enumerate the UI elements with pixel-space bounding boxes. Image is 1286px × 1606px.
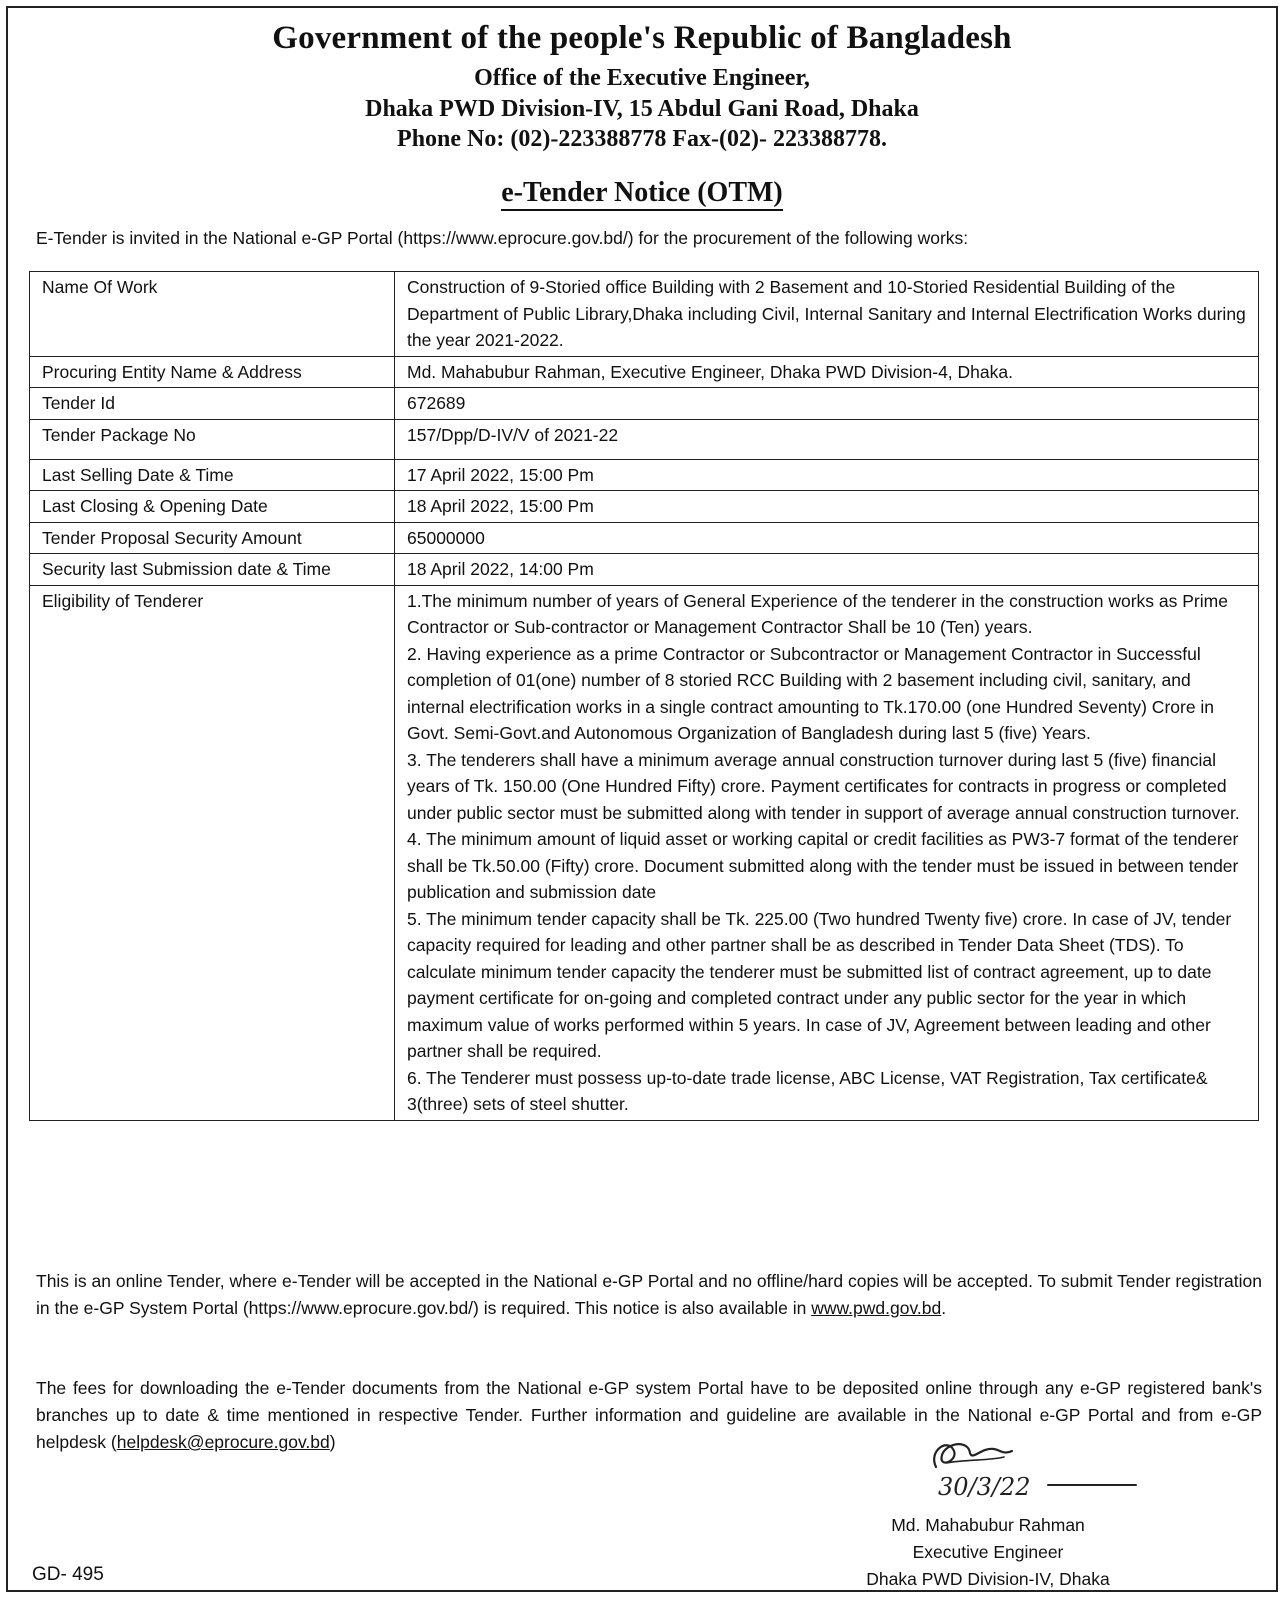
table-row: [30, 554, 1259, 586]
row-label: Tender Proposal Security Amount: [30, 522, 395, 554]
table-row: [30, 522, 1259, 554]
row-value: 18 April 2022, 14:00 Pm: [395, 554, 1259, 586]
table-row: [30, 388, 1259, 420]
document-code: GD- 495: [32, 1564, 104, 1585]
intro-text: E-Tender is invited in the National e-GP Portal (https://www.eprocure.gov.bd/) for the procurement of the following works:: [36, 228, 969, 248]
row-label: Last Selling Date & Time: [30, 459, 395, 491]
row-label: Procuring Entity Name & Address: [30, 356, 395, 388]
signatory-designation: Executive Engineer: [912, 1542, 1064, 1562]
signature-block: [838, 1512, 1138, 1593]
helpdesk-email-link[interactable]: helpdesk@eprocure.gov.bd: [116, 1432, 330, 1452]
row-value: 17 April 2022, 15:00 Pm: [395, 459, 1259, 491]
row-label: Tender Id: [30, 388, 395, 420]
header-phone-fax: Phone No: (02)-223388778 Fax-(02)- 223388778.: [397, 126, 887, 152]
row-value: 672689: [395, 388, 1259, 420]
table-row-eligibility: [30, 585, 1259, 1120]
online-tender-paragraph: [36, 1268, 1262, 1322]
row-value: Construction of 9-Storied office Building with 2 Basement and 10-Storied Residential Building of the Department of Public Library,Dhaka including Civil, Internal Sanitary and Internal Electrification Works during the year 2021-2022.: [395, 272, 1259, 357]
table-row: [30, 356, 1259, 388]
notice-page: [6, 6, 1278, 1592]
online-tender-text: This is an online Tender, where e-Tender will be accepted in the National e-GP Portal and no offline/hard copies will be accepted. To submit Tender registration in the e-GP System Portal (https://www.eprocure.gov.bd/) is required. This notice is also available in: [36, 1271, 1262, 1318]
row-label: Security last Submission date & Time: [30, 554, 395, 586]
signatory-name: Md. Mahabubur Rahman: [891, 1515, 1085, 1535]
eligibility-label: Eligibility of Tenderer: [30, 585, 395, 1120]
row-value: 157/Dpp/D-IV/V of 2021-22: [395, 419, 1259, 459]
eligibility-item: 3. The tenderers shall have a minimum average annual construction turnover during last 5 (five) financial years of Tk. 150.00 (One Hundred Fifty) crore. Payment certificates for contracts in progress or completed under public sector must be submitted along with tender in support of average annual construction turnover.: [407, 749, 1240, 823]
header-office: Office of the Executive Engineer,: [474, 65, 810, 91]
fees-text: The fees for downloading the e-Tender documents from the National e-GP system Portal have to be deposited online through any e-GP registered bank's branches up to date & time mentioned in respective Tender. Further information and guideline are available in the National e-GP Portal and from e-GP helpdesk (: [36, 1378, 1262, 1452]
row-label: Tender Package No: [30, 419, 395, 459]
eligibility-list: [395, 585, 1259, 1120]
row-value: 18 April 2022, 15:00 Pm: [395, 491, 1259, 523]
para2-end: ): [329, 1432, 336, 1452]
row-label: Name Of Work: [30, 272, 395, 357]
notice-title-wrap: [8, 177, 1276, 209]
eligibility-item: 4. The minimum amount of liquid asset or working capital or credit facilities as PW3-7 format of the tenderer shall be Tk.50.00 (Fifty) crore. Document submitted along with the tender must be issued in between tender publication and submission date: [407, 829, 1239, 902]
table-row: [30, 272, 1259, 357]
handwritten-signature: [908, 1433, 1148, 1503]
para1-end: .: [941, 1298, 947, 1318]
pwd-website-link[interactable]: www.pwd.gov.bd: [811, 1298, 942, 1318]
table-row: [30, 419, 1259, 459]
eligibility-item: 6. The Tenderer must possess up-to-date trade license, ABC License, VAT Registration, Tax certificate& 3(three) sets of steel shutter.: [407, 1067, 1208, 1114]
notice-title: e-Tender Notice (OTM): [501, 177, 783, 211]
signatory-office: Dhaka PWD Division-IV, Dhaka: [866, 1569, 1110, 1589]
eligibility-item: 1.The minimum number of years of General Experience of the tenderer in the construction works as Prime Contractor or Sub-contractor or Management Contractor Shall be 10 (Ten) years.: [407, 590, 1228, 637]
table-row: [30, 491, 1259, 523]
signature-date: 30/3/22: [938, 1473, 1031, 1501]
row-label: Last Closing & Opening Date: [30, 491, 395, 523]
eligibility-item: 5. The minimum tender capacity shall be Tk. 225.00 (Two hundred Twenty five) crore. In case of JV, tender capacity required for leading and other partner shall be as described in Tender Data Sheet (TDS). To calculate minimum tender capacity the tenderer must be submitted list of contract agreement, up to date payment certificate for on-going and completed contract under any public sector for the year in which maximum value of works performed within 5 years. In case of JV, Agreement between leading and other partner shall be required.: [407, 908, 1232, 1061]
table-row: [30, 459, 1259, 491]
row-value: Md. Mahabubur Rahman, Executive Engineer, Dhaka PWD Division-4, Dhaka.: [395, 356, 1259, 388]
header-government: Government of the people's Republic of Bangladesh: [272, 20, 1012, 56]
row-value: 65000000: [395, 522, 1259, 554]
header-address: Dhaka PWD Division-IV, 15 Abdul Gani Road, Dhaka: [365, 96, 919, 122]
eligibility-item: 2. Having experience as a prime Contractor or Subcontractor or Management Contractor in Successful completion of 01(one) number of 8 storied RCC Building with 2 basement including civil, sanitary, and internal electrification works in a single contract amounting to Tk.170.00 (one Hundred Seventy) Crore in Govt. Semi-Govt.and Autonomous Organization of Bangladesh during last 5 (five) Years.: [407, 643, 1215, 743]
tender-details-table: [29, 271, 1259, 1121]
